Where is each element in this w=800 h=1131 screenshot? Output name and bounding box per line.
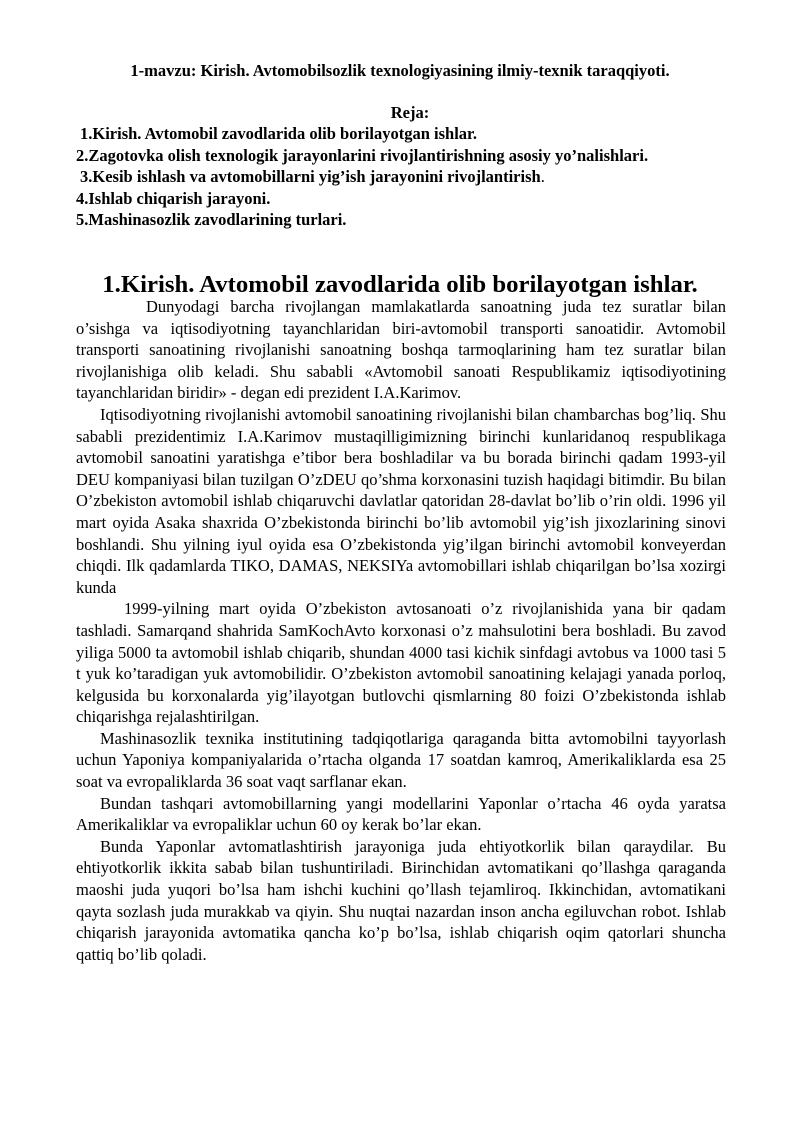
plan-item <box>76 166 726 188</box>
body-paragraph: Mashinasozlik texnika institutining tadqiqotlariga qaraganda bitta avtomobilni tayyorlash uchun Yaponiya kompaniyalarida o’rtacha olganda 17 soatdan kamroq, Amerikaliklarda esa 25 soat va evropaliklarda 36 soat vaqt sarflanar ekan. <box>76 728 726 792</box>
document-title: 1-mavzu: Kirish. Avtomobilsozlik texnologiyasining ilmiy-texnik taraqqiyoti. <box>130 61 670 80</box>
plan-item: 2.Zagotovka olish texnologik jarayonlarini rivojlantirishning asosiy yo’nalishlari. <box>76 145 649 165</box>
plan-item: 5.Mashinasozlik zavodlarining turlari. <box>76 210 347 230</box>
plan-item: 4.Ishlab chiqarish jarayoni. <box>76 188 271 208</box>
body-paragraph: Bundan tashqari avtomobillarning yangi modellarini Yaponlar o’rtacha 46 oyda yaratsa Amerikaliklar va evropaliklar uchun 60 oy kerak bo’lar ekan. <box>76 793 726 835</box>
plan-item-period: . <box>540 167 545 187</box>
section-heading: 1.Kirish. Avtomobil zavodlarida olib borilayotgan ishlar. <box>102 271 698 298</box>
plan-list <box>76 123 726 231</box>
body-paragraph: Bunda Yaponlar avtomatlashtirish jarayoniga juda ehtiyotkorlik bilan qaraydilar. Bu ehtiyotkorlik ikkita sabab bilan tushuntiriladi. Birinchidan avtomatikani qo’llashga qaraganda maoshi juda yuqori bo’lsa ham ishchi kuchini qo’llash tejamliroq. Ikkinchidan, avtomatikani qayta sozlash juda murakkab va qiyin. Shu nuqtai nazardan inson ancha egiluvchan robot. Ishlab chiqarish jarayonida avtomatika qancha ko’p bo’lsa, ishlab chiqarish oqim qatorlari shuncha qattiq bo’lib qoladi. <box>76 836 726 964</box>
plan-item-text: 3.Kesib ishlash va avtomobillarni yig’ish jarayonini rivojlantirish <box>80 167 541 187</box>
plan-heading: Reja: <box>390 103 430 122</box>
body-paragraph: 1999-yilning mart oyida O’zbekiston avtosanoati o’z rivojlanishida yana bir qadam tashladi. Samarqand shahrida SamKochAvto korxonasi o’z mahsulotini bera boshladi. Bu zavod yiliga 5000 ta avtomobil ishlab chiqarib, shundan 4000 tasi kichik sinfdagi avtobus va 1000 tasi 5 t yuk ko’taradigan yuk avtomobilidir. O’zbekiston avtomobil sanoatining kelajagi yanada porloq, kelgusida bu korxonalarda yig’ilayotgan butlovchi qismlarning 80 foizi O’zbekistonda ishlab chiqarishga rejalashtirilgan. <box>76 599 726 727</box>
body-paragraph: Dunyodagi barcha rivojlangan mamlakatlarda sanoatning juda tez suratlar bilan o’sishga va iqtisodiyotning tayanchlaridan biri-avtomobil transporti sanoatidir. Avtomobil transporti sanoatining rivojlanishi sanoatning boshqa tarmoqlarining ham tez suratlar bilan rivojlanishiga olib keladi. Shu sababli «Avtomobil sanoati Respublikamiz iqtisodiyotining tayanchlaridan biridir» - degan edi prezident I.A.Karimov. <box>76 297 726 403</box>
body-paragraph: Iqtisodiyotning rivojlanishi avtomobil sanoatining rivojlanishi bilan chambarchas bog’liq. Shu sababli prezidentimiz I.A.Karimov mustaqilligimizning birinchi kunlaridanoq respublikaga avtomobil sanoatini yaratishga e’tibor bera boshladilar va bu borada birinchi qadam 1993-yil DEU kompaniyasi bilan tuzilgan O’zDEU qo’shma korxonasini tuzish haqidagi bitimdir. Bu bilan O’zbekiston avtomobil ishlab chiqaruvchi davlatlar qatoridan 28-davlat bo’lib o’rin oldi. 1996 yil mart oyida Asaka shaxrida O’zbekistonda birinchi bo’lib avtomobil yig’ish jixozlarining sinovi boshlandi. Shu yilning iyul oyida esa O’zbekistonda yig’ilgan birinchi avtomobil konveyerdan chiqdi. Ilk qadamlarda TIKO, DAMAS, NEKSIYa avtomobillari ishlab chiqarilgan bo’lsa xozirgi kunda <box>76 404 726 597</box>
plan-item: 1.Kirish. Avtomobil zavodlarida olib borilayotgan ishlar. <box>80 124 477 143</box>
section-body <box>76 296 726 965</box>
